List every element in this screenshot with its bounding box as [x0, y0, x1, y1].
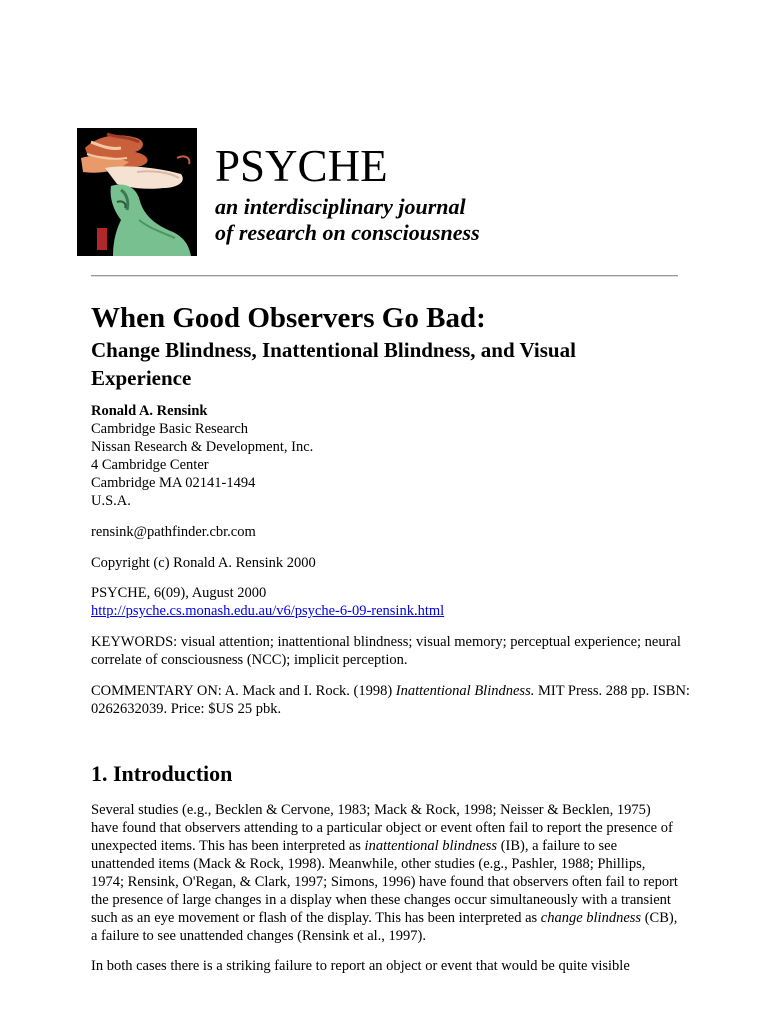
introduction-paragraph-2: In both cases there is a striking failure to report an object or event that would be quite visible [91, 958, 630, 974]
para1-text-c: (CB), a failure to see unattended changes (Rensink et al., 1997). [91, 910, 678, 944]
commentary-suffix: MIT Press. 288 pp. ISBN: 0262632039. Price: $US 25 pbk. [91, 683, 690, 717]
author-address-city: Cambridge MA 02141-1494 [91, 475, 256, 491]
keywords-text: KEYWORDS: visual attention; inattentional blindness; visual memory; perceptual experience; neural correlate of consciousness (NCC); implicit perception. [91, 634, 681, 668]
para1-text-b: (IB), a failure to see unattended items (Mack & Rock, 1998). Meanwhile, other studies (e.g., Pashler, 1988; Phillips, 1974; Rensink, O'Regan, & Clark, 1997; Simons, 1996) have found that observers often fail to report the presence of large changes in a display when these changes occur simultaneously with a transient such as an eye movement or flash of the display. This has been interpreted as [91, 838, 678, 926]
commentary-info [91, 682, 691, 718]
journal-masthead [77, 128, 677, 258]
para1-term-change-blindness: change blindness [540, 910, 642, 926]
author-block [91, 402, 691, 510]
introduction-paragraph-1 [91, 801, 681, 945]
commentary-prefix: COMMENTARY ON: A. Mack and I. Rock. (1998) [91, 683, 396, 699]
publication-citation: PSYCHE, 6(09), August 2000 [91, 585, 267, 601]
psyche-logo-art [77, 128, 197, 256]
journal-tagline-line2: of research on consciousness [215, 220, 480, 245]
para1-text-a: Several studies (e.g., Becklen & Cervone, 1983; Mack & Rock, 1998; Neisser & Becklen, 1975) have found that observers attending to a particular object or event often fail to report the presence of unexpected items. This has been interpreted as [91, 802, 673, 854]
author-name: Ronald A. Rensink [91, 403, 208, 419]
author-address-country: U.S.A. [91, 493, 131, 509]
article-subtitle: Change Blindness, Inattentional Blindness, and Visual Experience [91, 338, 576, 390]
commentary-book-title: Inattentional Blindness. [395, 683, 535, 699]
keywords [91, 633, 691, 669]
copyright-notice [91, 554, 691, 572]
psyche-logo-image [77, 128, 197, 256]
publication-info [91, 584, 691, 620]
para1-term-inattentional-blindness: inattentional blindness [364, 838, 498, 854]
article-title: When Good Observers Go Bad: [91, 302, 486, 334]
journal-tagline [215, 194, 480, 246]
author-address-street: 4 Cambridge Center [91, 457, 209, 473]
author-affiliation-2: Nissan Research & Development, Inc. [91, 439, 314, 455]
header-divider [91, 275, 678, 277]
author-email-text: rensink@pathfinder.cbr.com [91, 524, 256, 540]
journal-name: PSYCHE [215, 141, 388, 191]
section-heading-introduction: 1. Introduction [91, 761, 233, 786]
article-url-link[interactable]: http://psyche.cs.monash.edu.au/v6/psyche-6-09-rensink.html [91, 603, 445, 619]
journal-tagline-line1: an interdisciplinary journal [215, 194, 466, 219]
commentary-text [91, 682, 691, 718]
copyright-text: Copyright (c) Ronald A. Rensink 2000 [91, 555, 316, 571]
author-email [91, 523, 691, 541]
author-affiliation-1: Cambridge Basic Research [91, 421, 249, 437]
